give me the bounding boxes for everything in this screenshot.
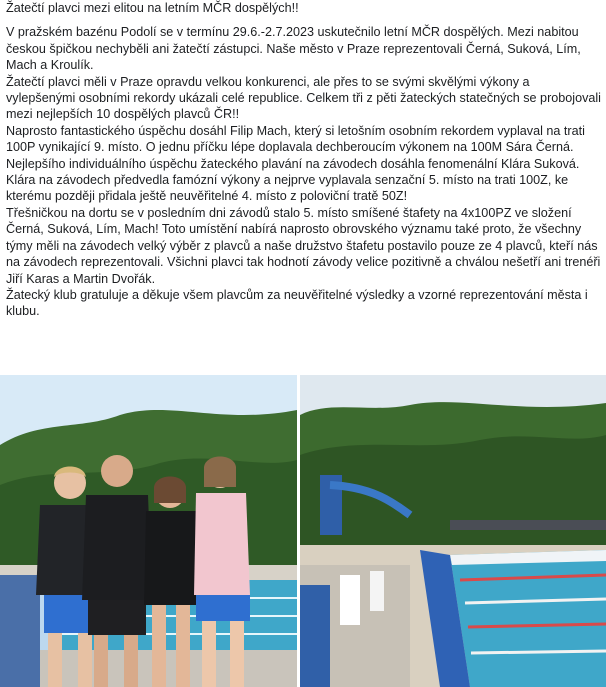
post-text: [6, 0, 602, 320]
post-paragraph: Třešničkou na dortu se v posledním dni závodů stalo 5. místo smíšené štafety na 4x100PZ ve složení Černá, Suková, Lím, Mach! Toto umístění nabírá naprosto obrovského významu také proto, že všechny týmy měli na závodech velký výběr z plavců a naše družstvo štafetu postavilo pouze ze 4 plavců, kteří nás na závodech reprezentovali. Všichni plavci tak hodnotí závody velice pozitivně a chválou nešetří ani trenéři Jiří Karas a Martin Dvořák.: [6, 205, 601, 286]
post-paragraph: V pražském bazénu Podolí se v termínu 29.6.-2.7.2023 uskutečnilo letní MČR dospělých. Mezi nabitou českou špičkou nechyběli ani žatečtí zástupci. Naše město v Praze reprezentovali Černá, Suková, Lím, Mach a Kroulík.: [6, 25, 581, 73]
photo-pool[interactable]: [300, 375, 606, 687]
paragraph-gap: [6, 16, 602, 24]
team-photo-illustration: [0, 375, 297, 687]
photo-grid: [0, 375, 606, 687]
post-paragraph: Žatečtí plavci měli v Praze opravdu velkou konkurenci, ale přes to se svými skvělými výkony a vylepšenými osobními rekordy ukázali celé republice. Celkem tři z pěti žateckých statečných se probojovali mezi nejlepších 10 dospělých plavců ČR!!: [6, 74, 601, 122]
post-paragraph: Žatecký klub gratuluje a děkuje všem plavcům za neuvěřitelné výsledky a vzorné reprezentování města i klubu.: [6, 287, 588, 319]
photo-team[interactable]: [0, 375, 297, 687]
post-paragraph: Naprosto fantastického úspěchu dosáhl Filip Mach, který si letošním osobním rekordem vyplaval na trati 100P vynikající 9. místo. O jednu příčku lépe doplavala dechberoucím výkonem na 100M Sára Černá. Nejlepšího individuálního úspěchu žateckého plavání na závodech dosáhla fenomenální Klára Suková. Klára na závodech předvedla famózní výkony a nejprve vyplavala senzační 5. místo na trati 100Z, ke kterému později přidala ještě neuvěřitelné 4. místo z poloviční tratě 50Z!: [6, 123, 585, 204]
post-title: Žatečtí plavci mezi elitou na letním MČR dospělých!!: [6, 1, 299, 15]
pool-photo-illustration: [300, 375, 606, 687]
